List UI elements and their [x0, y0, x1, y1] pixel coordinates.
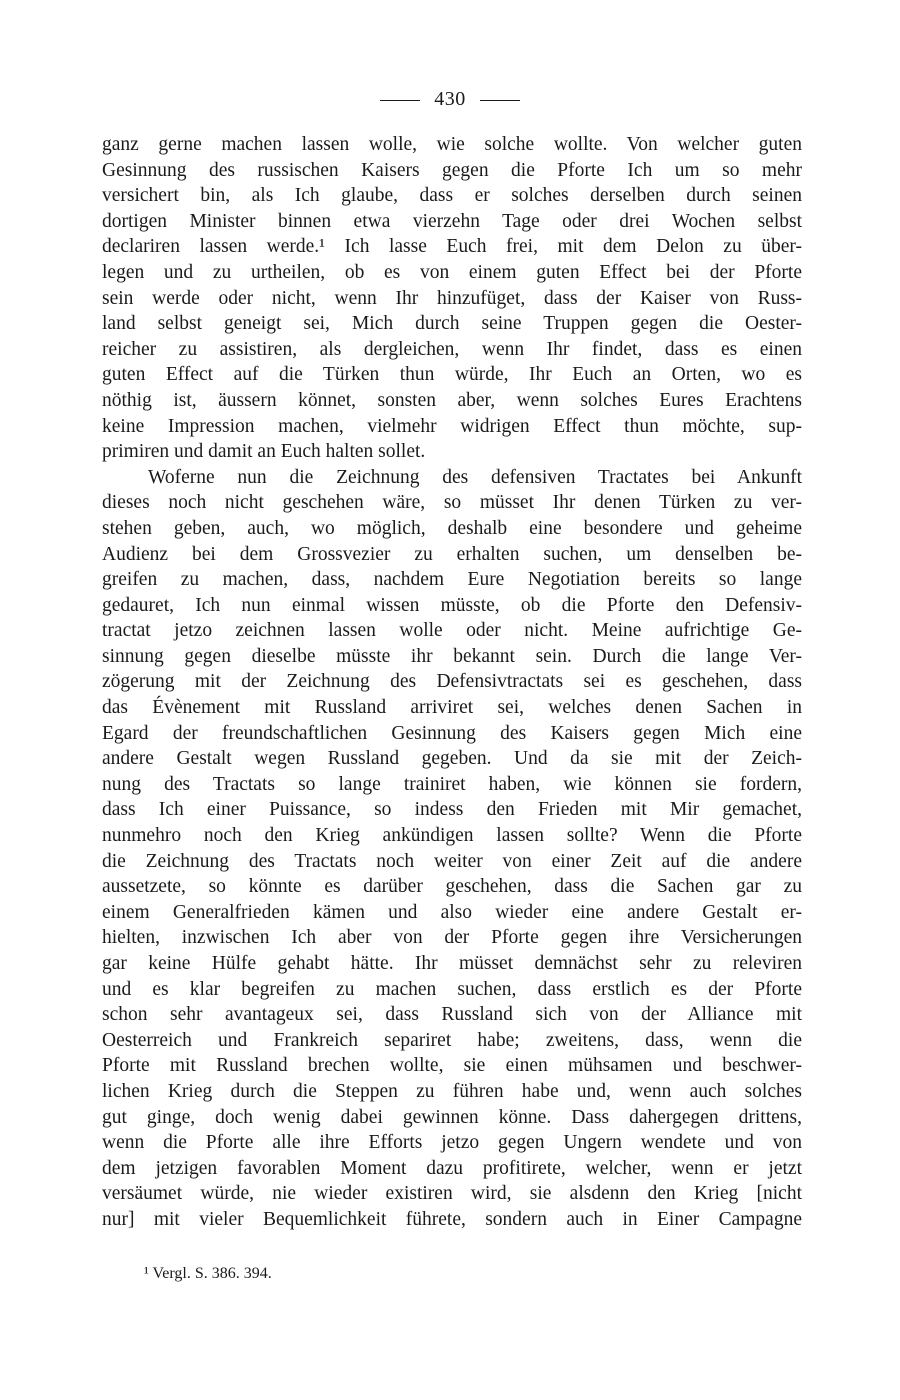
text-line: nur] mit vieler Bequemlichkeit führete, sondern auch in Einer Campagne [102, 1208, 802, 1230]
text-line: schon sehr avantageux sei, dass Russland sich von der Alliance mit [102, 1004, 802, 1026]
text-line: guten Effect auf die Türken thun würde, Ihr Euch an Orten, wo es [102, 364, 802, 386]
text-line: sein werde oder nicht, wenn Ihr hinzufüget, dass der Kaiser von Russ- [102, 287, 802, 309]
page-header [0, 88, 900, 111]
text-line: andere Gestalt wegen Russland gegeben. Und da sie mit der Zeich- [102, 748, 802, 770]
text-line: lichen Krieg durch die Steppen zu führen habe und, wenn auch solches [102, 1080, 802, 1102]
text-line: dieses noch nicht geschehen wäre, so müsset Ihr denen Türken zu ver- [102, 492, 802, 514]
text-line: gut ginge, doch wenig dabei gewinnen könne. Dass dahergegen drittens, [102, 1106, 802, 1128]
text-line: einem Generalfrieden kämen und also wieder eine andere Gestalt er- [102, 901, 802, 923]
text-line: Oesterreich und Frankreich separiret habe; zweitens, dass, wenn die [102, 1029, 802, 1051]
text-line: dortigen Minister binnen etwa vierzehn Tage oder drei Wochen selbst [102, 210, 802, 232]
text-line: zögerung mit der Zeichnung des Defensivtractats sei es geschehen, dass [102, 671, 802, 693]
body-text [102, 132, 802, 1233]
text-line: stehen geben, auch, wo möglich, deshalb eine besondere und geheime [102, 517, 802, 539]
footnote: ¹ Vergl. S. 386. 394. [144, 1265, 272, 1282]
text-line: sinnung gegen dieselbe müsste ihr bekannt sein. Durch die lange Ver- [102, 645, 802, 667]
text-line: nöthig ist, äussern könnet, sonsten aber, wenn solches Eures Erachtens [102, 389, 802, 411]
text-line: Egard der freundschaftlichen Gesinnung des Kaisers gegen Mich eine [102, 722, 802, 744]
text-line: versichert bin, als Ich glaube, dass er solches derselben durch seinen [102, 185, 802, 207]
paragraph-1 [102, 132, 802, 465]
header-dash-left [380, 100, 420, 101]
text-line: land selbst geneigt sei, Mich durch seine Truppen gegen die Oester- [102, 313, 802, 335]
text-line: Gesinnung des russischen Kaisers gegen die Pforte Ich um so mehr [102, 159, 802, 181]
text-line: Pforte mit Russland brechen wollte, sie einen mühsamen und beschwer- [102, 1055, 802, 1077]
text-line: aussetzete, so könnte es darüber geschehen, dass die Sachen gar zu [102, 876, 802, 898]
text-line: tractat jetzo zeichnen lassen wolle oder nicht. Meine aufrichtige Ge- [102, 620, 802, 642]
text-line: Woferne nun die Zeichnung des defensiven Tractates bei Ankunft [148, 466, 802, 488]
text-line: legen und zu urtheilen, ob es von einem guten Effect bei der Pforte [102, 261, 802, 283]
text-line: nung des Tractats so lange trainiret haben, wie können sie fordern, [102, 773, 802, 795]
text-line: nunmehro noch den Krieg ankündigen lassen sollte? Wenn die Pforte [102, 825, 802, 847]
text-line: Audienz bei dem Grossvezier zu erhalten suchen, um denselben be- [102, 543, 802, 565]
text-line: dass Ich einer Puissance, so indess den Frieden mit Mir gemachet, [102, 799, 802, 821]
text-line: gar keine Hülfe gehabt hätte. Ihr müsset demnächst sehr zu releviren [102, 953, 802, 974]
text-line: keine Impression machen, vielmehr widrigen Effect thun möchte, sup- [102, 415, 802, 437]
text-line: ganz gerne machen lassen wolle, wie solche wollte. Von welcher guten [102, 134, 802, 155]
text-line: primiren und damit an Euch halten sollet. [102, 441, 426, 463]
text-line: die Zeichnung des Tractats noch weiter von einer Zeit auf die andere [102, 850, 802, 872]
paragraph-2 [102, 465, 802, 1233]
text-line: declariren lassen werde.¹ Ich lasse Euch frei, mit dem Delon zu über- [102, 236, 802, 258]
text-line: und es klar begreifen zu machen suchen, dass erstlich es der Pforte [102, 978, 802, 1000]
text-line: versäumet würde, nie wieder existiren wird, sie alsdenn den Krieg [nicht [102, 1183, 802, 1205]
text-line: greifen zu machen, dass, nachdem Eure Negotiation bereits so lange [102, 569, 802, 591]
page-number: 430 [434, 88, 466, 110]
text-line: wenn die Pforte alle ihre Efforts jetzo gegen Ungern wendete und von [102, 1132, 802, 1154]
text-line: das Évènement mit Russland arriviret sei, welches denen Sachen in [102, 697, 802, 719]
header-dash-right [480, 100, 520, 101]
text-line: hielten, inzwischen Ich aber von der Pforte gegen ihre Versicherungen [102, 927, 802, 949]
text-line: gedauret, Ich nun einmal wissen müsste, ob die Pforte den Defensiv- [102, 594, 802, 616]
text-line: dem jetzigen favorablen Moment dazu profitirete, welcher, wenn er jetzt [102, 1157, 802, 1179]
text-line: reicher zu assistiren, als dergleichen, wenn Ihr findet, dass es einen [102, 338, 802, 360]
